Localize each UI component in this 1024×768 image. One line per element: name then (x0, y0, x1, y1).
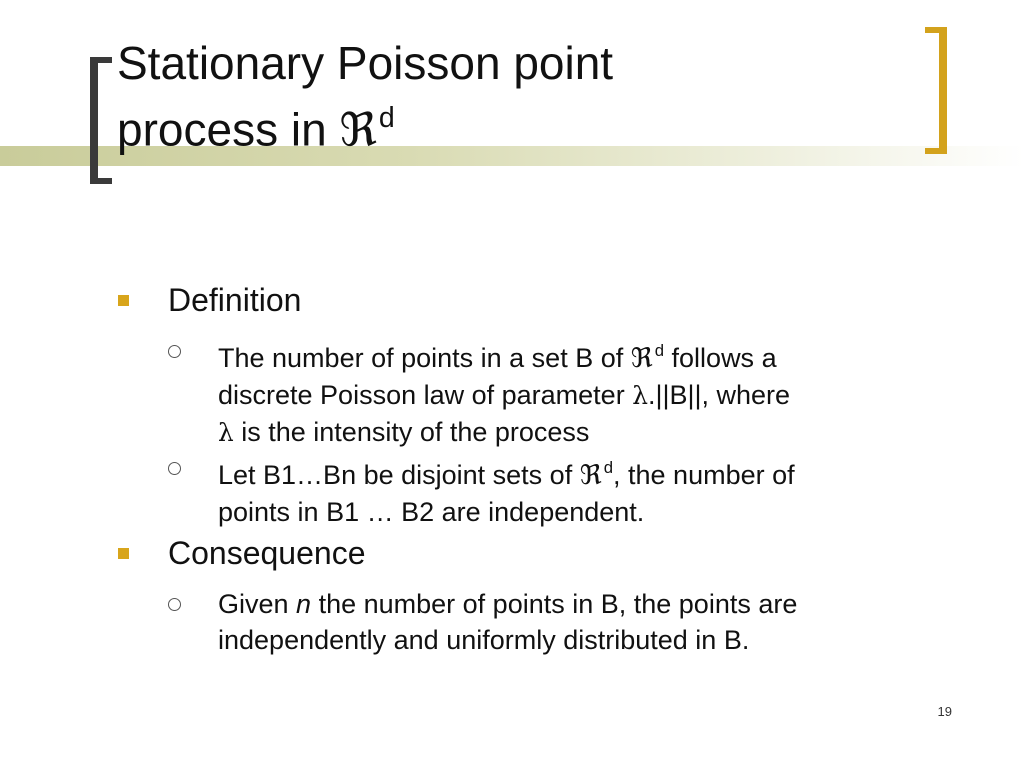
right-bracket-decoration (925, 27, 947, 154)
page-number: 19 (937, 704, 952, 719)
dimension-superscript: d (378, 102, 395, 134)
lambda-symbol: λ (218, 417, 234, 447)
text-run: Let B1…Bn be disjoint sets of (218, 459, 580, 490)
text-run: independently and uniformly distributed in B. (218, 625, 750, 655)
sub-bullet-text (218, 450, 958, 530)
text-run: , the number of (613, 459, 795, 490)
text-line (218, 414, 958, 451)
text-line (218, 450, 958, 494)
text-run: points in B1 … B2 are independent. (218, 496, 645, 527)
left-bracket-decoration (90, 57, 112, 184)
text-run: follows a (664, 342, 777, 373)
text-line (218, 333, 958, 377)
title-line-1: Stationary Poisson point (117, 37, 614, 89)
text-run: .||B||, where (647, 379, 791, 410)
text-run: Given (218, 589, 297, 619)
bullet-label: Definition (168, 282, 302, 318)
text-line (218, 622, 958, 658)
italic-variable-n: n (296, 589, 312, 619)
square-bullet-icon (118, 548, 129, 559)
ring-bullet-icon (168, 598, 181, 611)
slide-title (117, 36, 613, 158)
text-line (218, 586, 958, 622)
real-numbers-symbol: ℜ (630, 342, 653, 374)
title-prefix: process in (117, 103, 340, 156)
ring-bullet-icon (168, 462, 181, 475)
square-bullet-icon (118, 295, 129, 306)
text-run: The number of points in a set B of (218, 342, 631, 373)
sub-bullet-text (218, 586, 958, 658)
real-numbers-symbol: ℜ (339, 102, 377, 157)
text-run: is the intensity of the process (233, 416, 590, 447)
bullet-label: Consequence (168, 535, 366, 571)
lambda-symbol: λ (632, 380, 648, 410)
text-run: the number of points in B, the points are (311, 589, 798, 619)
title-line-2 (117, 91, 613, 158)
dimension-superscript: d (603, 458, 614, 477)
text-line (218, 494, 958, 530)
text-run: discrete Poisson law of parameter (218, 379, 633, 410)
ring-bullet-icon (168, 345, 181, 358)
text-line (218, 377, 958, 414)
real-numbers-symbol: ℜ (579, 459, 602, 491)
sub-bullet-text (218, 333, 958, 451)
dimension-superscript: d (654, 341, 665, 360)
